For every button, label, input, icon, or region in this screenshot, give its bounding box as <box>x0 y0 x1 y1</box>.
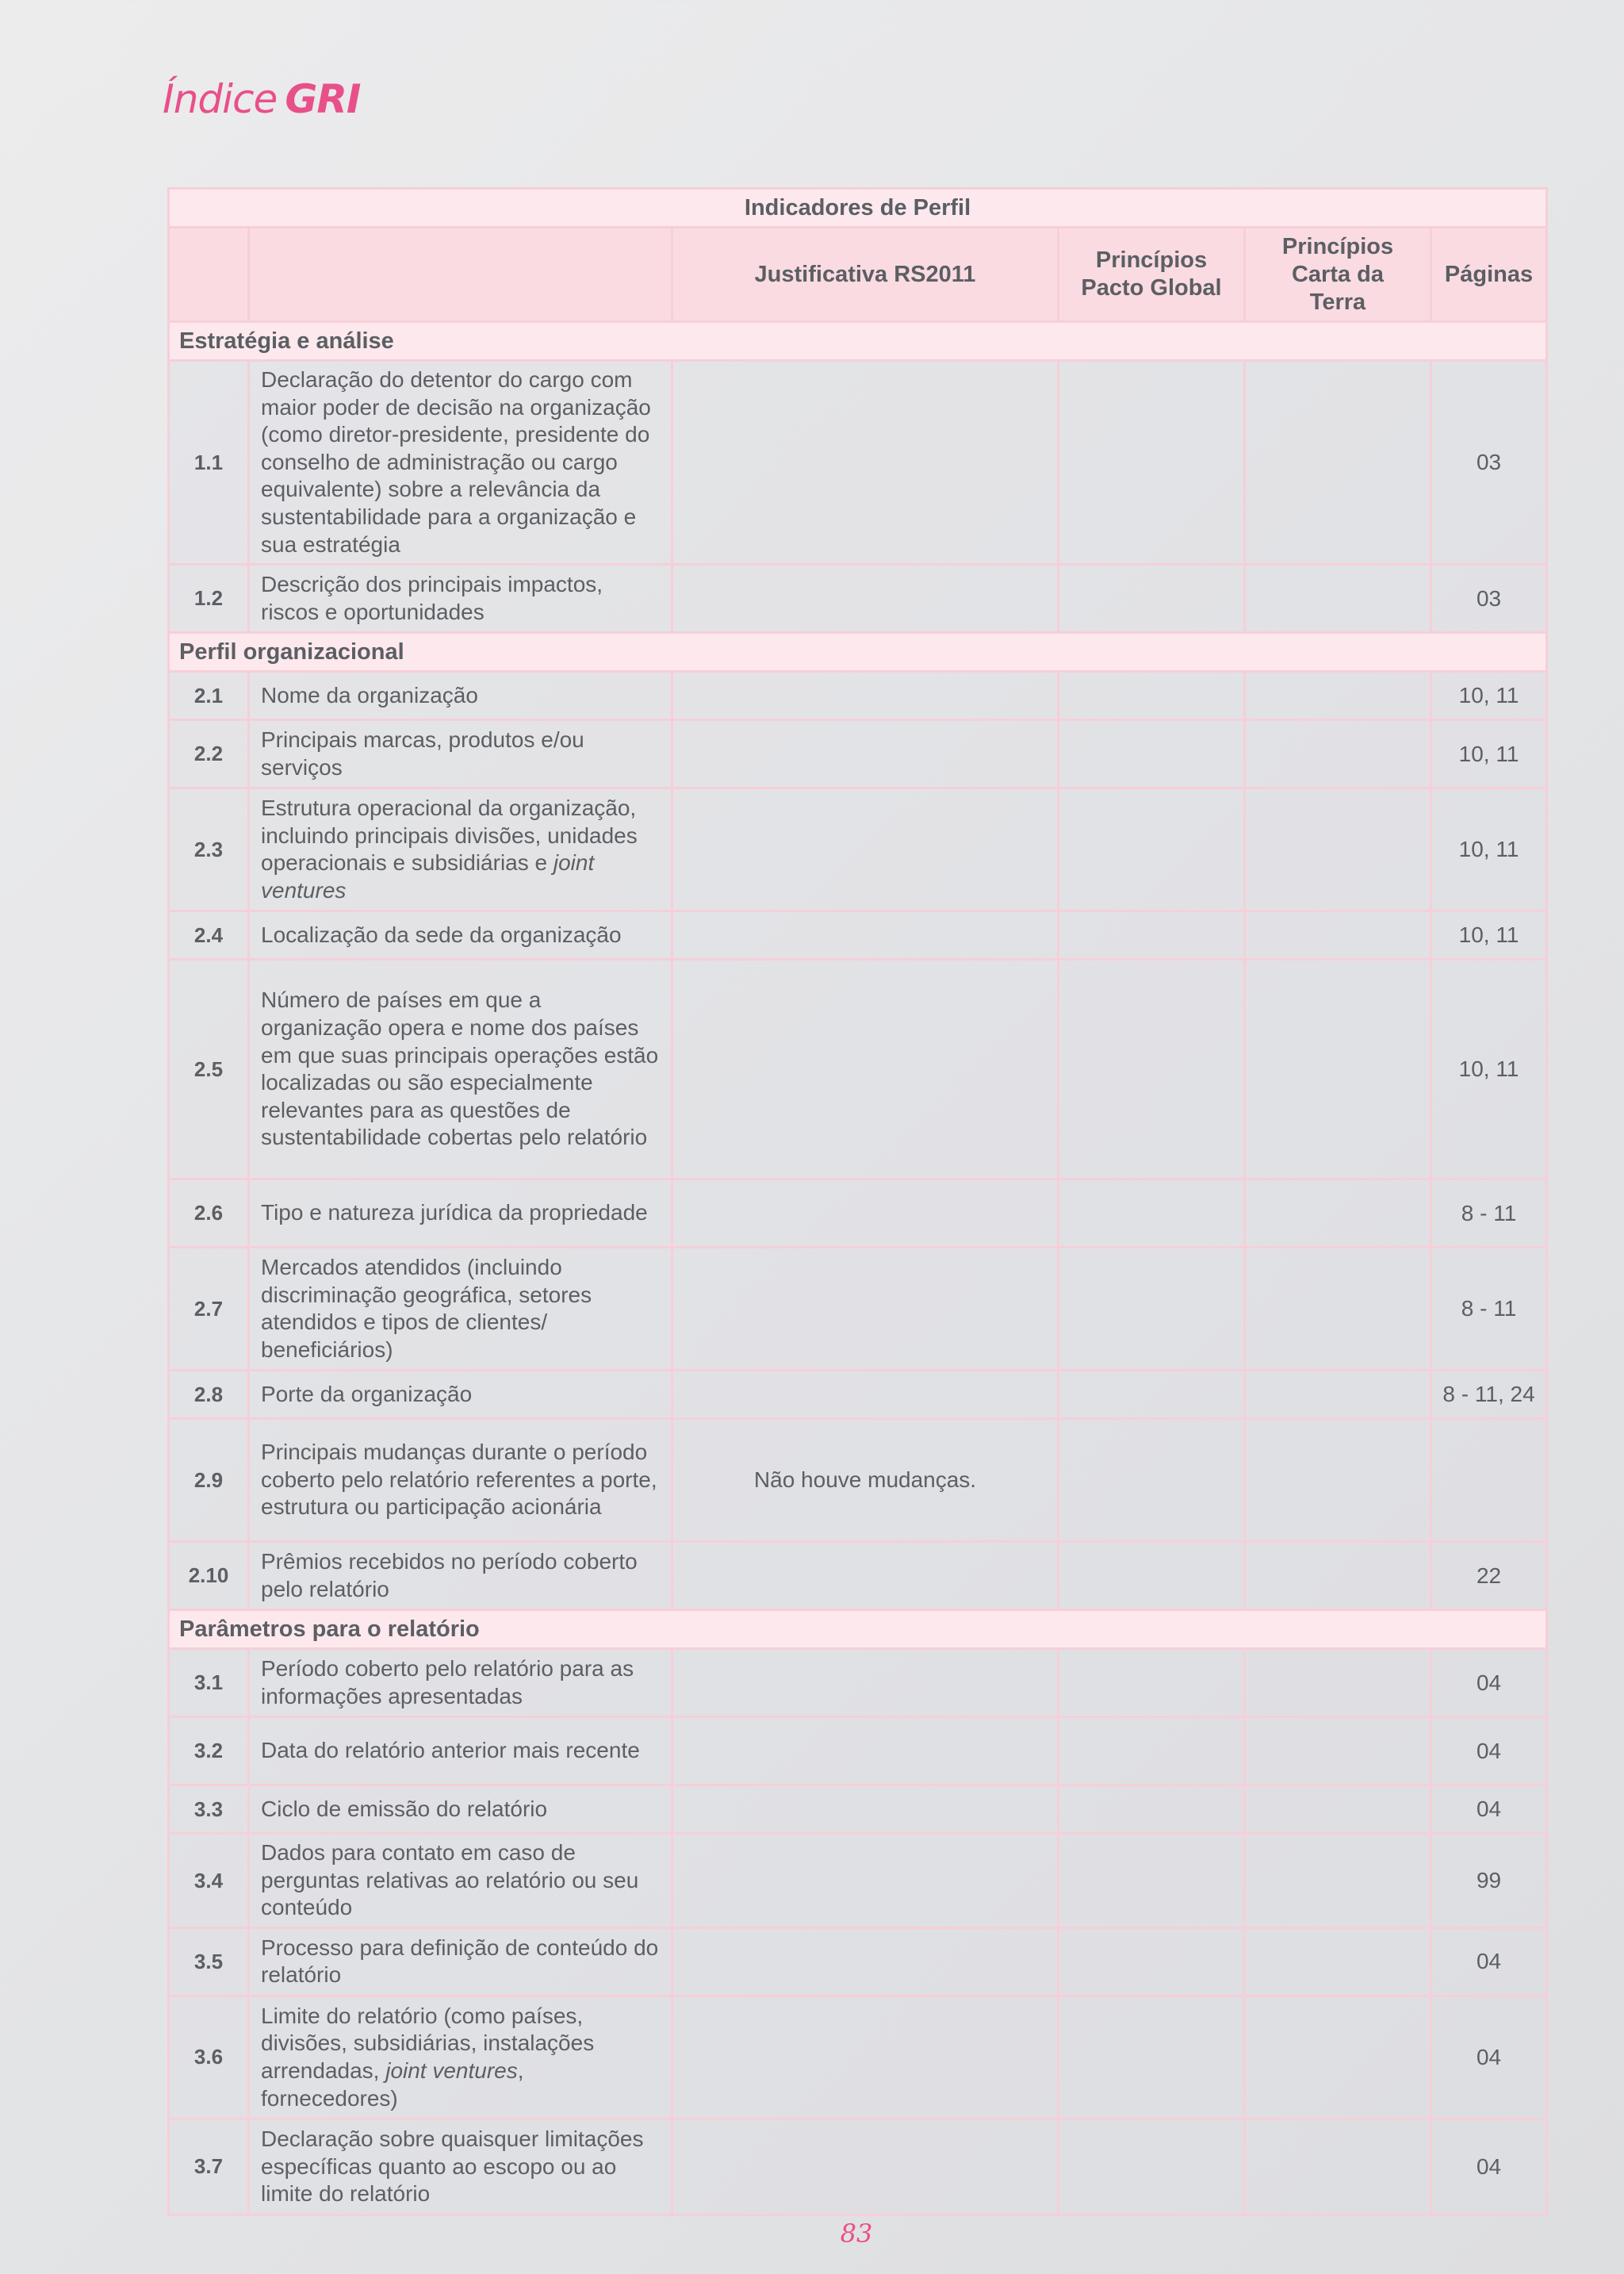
indicator-description: Nome da organização <box>249 672 672 720</box>
indicator-code: 3.7 <box>169 2119 249 2215</box>
header-desc-cell <box>249 228 672 322</box>
indicator-description: Localização da sede da organização <box>249 911 672 960</box>
indicator-description: Declaração do detentor do cargo com maior poder de decisão na organização (como diretor-presidente, presidente do conselho de administração ou cargo equivalente) sobre a relevância da sustentabilidade para a organização e sua estratégia <box>249 361 672 565</box>
carta-terra-cell <box>1245 1785 1431 1834</box>
indicator-description: Dados para contato em caso de perguntas relativas ao relatório ou seu conteúdo <box>249 1834 672 1928</box>
description-text: Estrutura operacional da organização, incluindo principais divisões, unidades operacionais e subsidiárias e <box>261 795 638 876</box>
carta-terra-cell <box>1245 2119 1431 2215</box>
indicator-description: Porte da organização <box>249 1371 672 1419</box>
section-title: Parâmetros para o relatório <box>169 1610 1547 1649</box>
indicator-code: 2.6 <box>169 1179 249 1248</box>
table-row <box>169 960 1547 1179</box>
indicator-code: 3.5 <box>169 1927 249 1996</box>
pacto-global-cell <box>1059 361 1245 565</box>
indicator-description: Principais mudanças durante o período coberto pelo relatório referentes a porte, estrutura ou participação acionária <box>249 1419 672 1542</box>
indicator-description: Declaração sobre quaisquer limitações específicas quanto ao escopo ou ao limite do relatório <box>249 2119 672 2215</box>
indicator-description: Tipo e natureza jurídica da propriedade <box>249 1179 672 1248</box>
pacto-global-cell <box>1059 911 1245 960</box>
carta-terra-cell <box>1245 960 1431 1179</box>
justificativa-cell <box>672 2119 1059 2215</box>
description-text-end: , fornecedores) <box>261 2057 524 2111</box>
paginas-cell: 8 - 11, 24 <box>1431 1371 1547 1419</box>
table-row <box>169 720 1547 788</box>
indicator-description: Principais marcas, produtos e/ou serviços <box>249 720 672 788</box>
pacto-global-cell <box>1059 1371 1245 1419</box>
indicator-code: 2.3 <box>169 788 249 911</box>
pacto-global-cell <box>1059 1927 1245 1996</box>
page-title-bold: GRI <box>285 76 361 122</box>
justificativa-cell <box>672 1179 1059 1248</box>
carta-terra-cell <box>1245 1996 1431 2119</box>
paginas-cell: 04 <box>1431 1717 1547 1785</box>
table-row <box>169 672 1547 720</box>
gri-index-table <box>167 187 1548 2216</box>
pacto-global-cell <box>1059 720 1245 788</box>
justificativa-cell <box>672 1371 1059 1419</box>
pacto-global-cell <box>1059 960 1245 1179</box>
indicator-code: 3.3 <box>169 1785 249 1834</box>
justificativa-cell: Não houve mudanças. <box>672 1419 1059 1542</box>
table-row <box>169 1371 1547 1419</box>
pacto-global-cell <box>1059 1649 1245 1717</box>
justificativa-cell <box>672 960 1059 1179</box>
description-italic: joint ventures <box>261 850 595 903</box>
table-row <box>169 1179 1547 1248</box>
indicator-description: Descrição dos principais impactos, riscos e oportunidades <box>249 565 672 633</box>
paginas-cell: 10, 11 <box>1431 960 1547 1179</box>
justificativa-cell <box>672 1649 1059 1717</box>
paginas-cell: 03 <box>1431 565 1547 633</box>
carta-terra-cell <box>1245 361 1431 565</box>
paginas-cell: 8 - 11 <box>1431 1248 1547 1371</box>
paginas-cell: 04 <box>1431 1649 1547 1717</box>
indicator-description: Ciclo de emissão do relatório <box>249 1785 672 1834</box>
gri-table-body <box>169 322 1547 2215</box>
pacto-global-cell <box>1059 1834 1245 1928</box>
indicator-code: 2.1 <box>169 672 249 720</box>
carta-terra-cell <box>1245 911 1431 960</box>
indicator-code: 3.2 <box>169 1717 249 1785</box>
pacto-global-cell <box>1059 1717 1245 1785</box>
indicator-description: Período coberto pelo relatório para as informações apresentadas <box>249 1649 672 1717</box>
justificativa-cell <box>672 1717 1059 1785</box>
carta-terra-cell <box>1245 1179 1431 1248</box>
paginas-cell: 04 <box>1431 1996 1547 2119</box>
indicator-description: Mercados atendidos (incluindo discriminação geográfica, setores atendidos e tipos de clientes/ beneficiários) <box>249 1248 672 1371</box>
carta-terra-cell <box>1245 1419 1431 1542</box>
pacto-global-cell <box>1059 1179 1245 1248</box>
pacto-global-cell <box>1059 1248 1245 1371</box>
justificativa-cell <box>672 1834 1059 1928</box>
paginas-cell: 10, 11 <box>1431 672 1547 720</box>
paginas-cell: 22 <box>1431 1542 1547 1610</box>
table-row <box>169 1248 1547 1371</box>
carta-terra-cell <box>1245 1542 1431 1610</box>
carta-terra-cell <box>1245 720 1431 788</box>
section-title: Perfil organizacional <box>169 633 1547 672</box>
table-row <box>169 1419 1547 1542</box>
carta-terra-cell <box>1245 672 1431 720</box>
justificativa-cell <box>672 672 1059 720</box>
table-row <box>169 1785 1547 1834</box>
indicator-code: 2.10 <box>169 1542 249 1610</box>
justificativa-cell <box>672 361 1059 565</box>
indicator-code: 2.5 <box>169 960 249 1179</box>
section-title: Estratégia e análise <box>169 322 1547 361</box>
paginas-cell: 99 <box>1431 1834 1547 1928</box>
pacto-global-cell <box>1059 672 1245 720</box>
paginas-cell: 10, 11 <box>1431 911 1547 960</box>
indicator-description: Data do relatório anterior mais recente <box>249 1717 672 1785</box>
page-number: 83 <box>840 2218 873 2249</box>
indicator-description: Número de países em que a organização opera e nome dos países em que suas principais operações estão localizadas ou são especialmente relevantes para as questões de sustentabilidade cobertas pelo relatório <box>249 960 672 1179</box>
pacto-global-cell <box>1059 1542 1245 1610</box>
indicator-code: 2.4 <box>169 911 249 960</box>
indicator-code: 3.1 <box>169 1649 249 1717</box>
justificativa-cell <box>672 565 1059 633</box>
table-row <box>169 2119 1547 2215</box>
paginas-cell: 8 - 11 <box>1431 1179 1547 1248</box>
table-row <box>169 1717 1547 1785</box>
paginas-cell: 04 <box>1431 2119 1547 2215</box>
indicator-code: 3.6 <box>169 1996 249 2119</box>
pacto-global-cell <box>1059 788 1245 911</box>
paginas-cell: 10, 11 <box>1431 788 1547 911</box>
justificativa-cell <box>672 911 1059 960</box>
indicator-description: Processo para definição de conteúdo do relatório <box>249 1927 672 1996</box>
header-pacto-global: Princípios Pacto Global <box>1059 228 1245 322</box>
pacto-global-cell <box>1059 1419 1245 1542</box>
paginas-cell <box>1431 1419 1547 1542</box>
header-code-cell <box>169 228 249 322</box>
carta-terra-cell <box>1245 565 1431 633</box>
justificativa-cell <box>672 1785 1059 1834</box>
table-row <box>169 1542 1547 1610</box>
paginas-cell: 10, 11 <box>1431 720 1547 788</box>
carta-terra-cell <box>1245 1371 1431 1419</box>
justificativa-cell <box>672 788 1059 911</box>
indicator-code: 2.9 <box>169 1419 249 1542</box>
indicator-description: Prêmios recebidos no período coberto pelo relatório <box>249 1542 672 1610</box>
justificativa-cell <box>672 1248 1059 1371</box>
header-justificativa: Justificativa RS2011 <box>672 228 1059 322</box>
indicator-description <box>249 788 672 911</box>
pacto-global-cell <box>1059 1785 1245 1834</box>
carta-terra-cell <box>1245 1834 1431 1928</box>
table-row <box>169 1834 1547 1928</box>
section-row <box>169 322 1547 361</box>
indicator-code: 2.7 <box>169 1248 249 1371</box>
indicator-code: 3.4 <box>169 1834 249 1928</box>
paginas-cell: 04 <box>1431 1927 1547 1996</box>
section-row <box>169 633 1547 672</box>
carta-terra-cell <box>1245 1248 1431 1371</box>
indicator-code: 2.8 <box>169 1371 249 1419</box>
indicator-code: 2.2 <box>169 720 249 788</box>
table-row <box>169 1649 1547 1717</box>
header-carta-terra: Princípios Carta da Terra <box>1245 228 1431 322</box>
carta-terra-cell <box>1245 1927 1431 1996</box>
table-row <box>169 1927 1547 1996</box>
table-row <box>169 911 1547 960</box>
description-italic: joint ventures <box>385 2057 518 2083</box>
pacto-global-cell <box>1059 1996 1245 2119</box>
justificativa-cell <box>672 720 1059 788</box>
justificativa-cell <box>672 1996 1059 2119</box>
carta-terra-cell <box>1245 788 1431 911</box>
table-main-header: Indicadores de Perfil <box>169 189 1547 228</box>
page-title <box>163 76 360 122</box>
table-row <box>169 565 1547 633</box>
page-title-light: Índice <box>163 76 278 122</box>
pacto-global-cell <box>1059 2119 1245 2215</box>
pacto-global-cell <box>1059 565 1245 633</box>
section-row <box>169 1610 1547 1649</box>
header-paginas: Páginas <box>1431 228 1547 322</box>
description-text: Limite do relatório (como países, divisões, subsidiárias, instalações arrendadas, <box>261 2003 595 2083</box>
table-row <box>169 788 1547 911</box>
paginas-cell: 04 <box>1431 1785 1547 1834</box>
indicator-code: 1.2 <box>169 565 249 633</box>
carta-terra-cell <box>1245 1717 1431 1785</box>
table-row <box>169 361 1547 565</box>
table-row <box>169 1996 1547 2119</box>
justificativa-cell <box>672 1542 1059 1610</box>
carta-terra-cell <box>1245 1649 1431 1717</box>
paginas-cell: 03 <box>1431 361 1547 565</box>
indicator-description <box>249 1996 672 2119</box>
indicator-code: 1.1 <box>169 361 249 565</box>
justificativa-cell <box>672 1927 1059 1996</box>
